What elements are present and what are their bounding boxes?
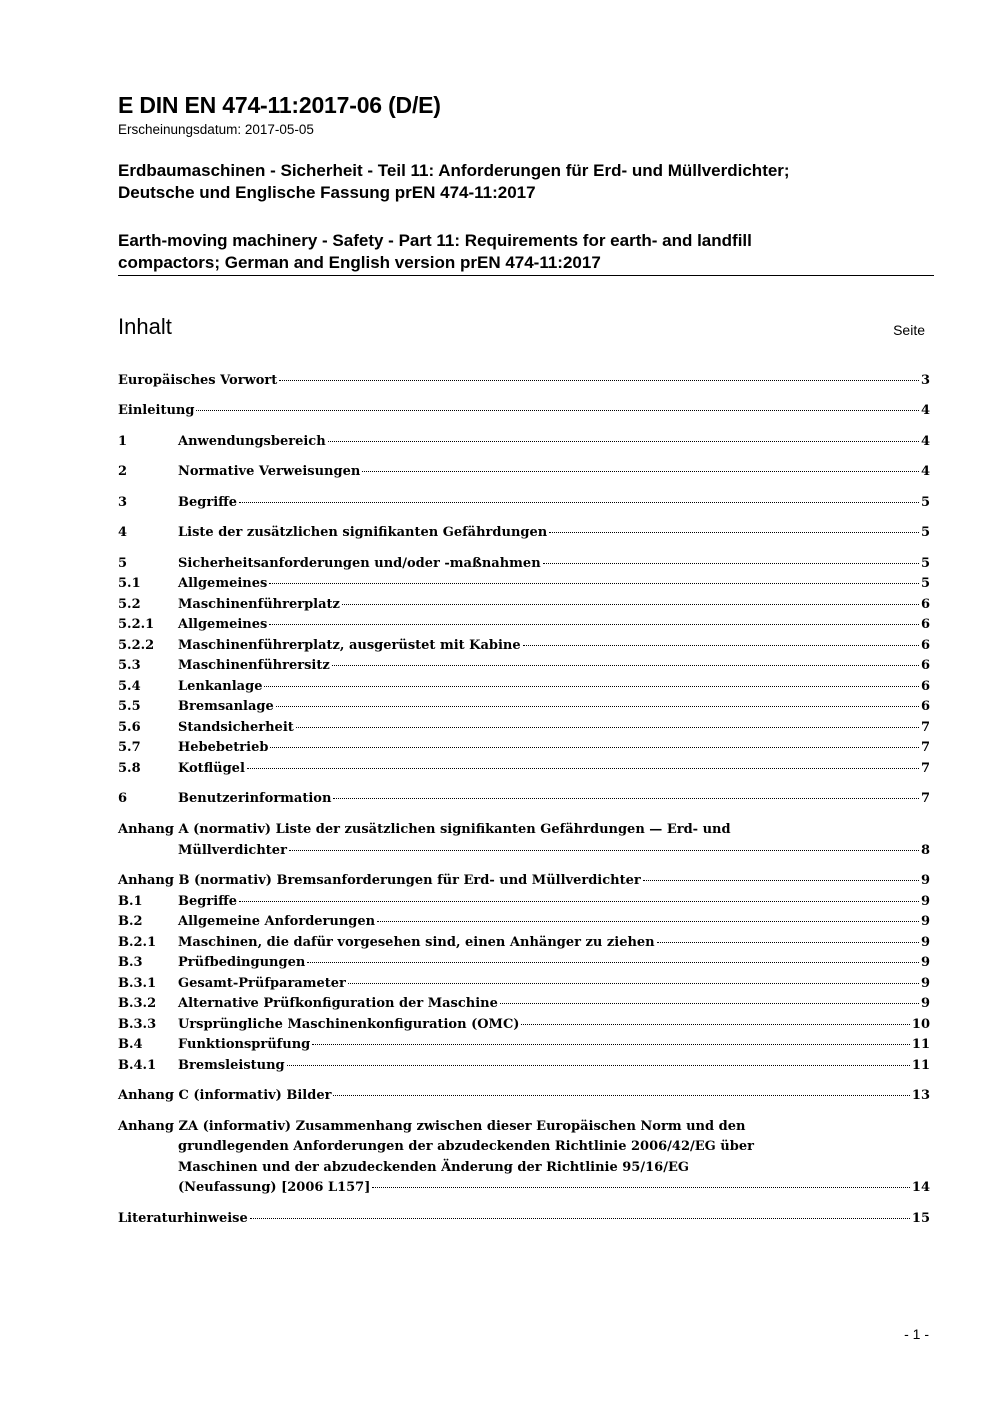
toc-entry-label: Sicherheitsanforderungen und/oder -maßnahmen [178, 556, 541, 571]
toc-entry-page: 10 [911, 1017, 930, 1032]
toc-entry[interactable] [118, 554, 930, 574]
toc-entry-label: Allgemeines [178, 576, 268, 591]
toc-entry-label: Funktionsprüfung [178, 1037, 311, 1052]
toc-entry[interactable] [118, 718, 930, 738]
toc-entry-label: Standsicherheit [178, 720, 294, 735]
toc-entry[interactable] [118, 401, 930, 421]
toc-leader [333, 1095, 909, 1096]
toc-entry-page: 14 [911, 1180, 930, 1195]
toc-entry-label: Maschinenführerplatz, ausgerüstet mit Kabine [178, 638, 521, 653]
toc-entry-number: 6 [118, 791, 128, 806]
toc-entry[interactable] [118, 1035, 930, 1055]
toc-entry[interactable] [118, 820, 930, 840]
toc-entry-label: Prüfbedingungen [178, 955, 306, 970]
toc-entry-page: 9 [920, 894, 930, 909]
toc-entry-number: 1 [118, 434, 128, 449]
toc-entry[interactable] [118, 1056, 930, 1076]
toc-entry[interactable] [178, 841, 930, 861]
toc-leader [287, 1065, 910, 1066]
toc-entry[interactable] [118, 615, 930, 635]
toc-entry-page: 6 [920, 597, 930, 612]
toc-entry[interactable] [118, 493, 930, 513]
toc-entry[interactable] [118, 912, 930, 932]
toc-leader [312, 1044, 910, 1045]
toc-entry-number: 5.2.2 [118, 638, 155, 653]
document-id: E DIN EN 474-11:2017-06 (D/E) [118, 92, 441, 118]
toc-entry-page: 9 [920, 955, 930, 970]
toc-entry-page: 6 [920, 658, 930, 673]
toc-entry-page: 3 [920, 373, 930, 388]
toc-leader [239, 502, 919, 503]
toc-entry[interactable] [118, 892, 930, 912]
toc-entry[interactable] [178, 1178, 930, 1198]
toc-entry-number: B.4.1 [118, 1058, 157, 1073]
toc-entry-label: Müllverdichter [178, 843, 287, 858]
toc-entry-number: B.3 [118, 955, 143, 970]
toc-entry-page: 9 [920, 935, 930, 950]
toc-entry-label: Hebebetrieb [178, 740, 269, 755]
toc-entry-page: 7 [920, 720, 930, 735]
toc-entry-number: 5.8 [118, 761, 141, 776]
toc-entry[interactable] [118, 432, 930, 452]
toc-leader [239, 901, 919, 902]
toc-entry-page: 6 [920, 679, 930, 694]
toc-entry-page: 9 [920, 996, 930, 1011]
toc-entry[interactable] [118, 1117, 930, 1137]
toc-entry-page: 4 [920, 434, 930, 449]
toc-leader [276, 706, 919, 707]
toc-entry-page: 5 [920, 556, 930, 571]
title-english-line-2: compactors; German and English version prEN 474-11:2017 [118, 253, 601, 272]
toc-entry-label: Maschinen und der abzudeckenden Änderung der Richtlinie 95/16/EG [178, 1160, 689, 1175]
toc-entry-page: 9 [920, 976, 930, 991]
toc-entry[interactable] [118, 523, 930, 543]
toc-leader [377, 921, 919, 922]
toc-entry[interactable] [118, 1209, 930, 1229]
toc-entry-label: (Neufassung) [2006 L157] [178, 1180, 371, 1195]
toc-entry[interactable] [118, 974, 930, 994]
toc-entry-number: B.3.3 [118, 1017, 157, 1032]
toc-entry-label: Lenkanlage [178, 679, 263, 694]
toc-leader [549, 532, 919, 533]
toc-entry[interactable] [118, 1086, 930, 1106]
toc-entry-page: 6 [920, 617, 930, 632]
toc-entry-page: 5 [920, 525, 930, 540]
toc-leader [289, 850, 919, 851]
toc-entry-page: 8 [920, 843, 930, 858]
toc-entry-page: 5 [920, 495, 930, 510]
toc-entry-number: 5.7 [118, 740, 141, 755]
toc-entry-number: 5.5 [118, 699, 141, 714]
toc-entry[interactable] [118, 656, 930, 676]
toc-leader [328, 441, 919, 442]
toc-leader [307, 962, 919, 963]
toc-leader [372, 1187, 910, 1188]
title-german-line-2: Deutsche und Englische Fassung prEN 474-11:2017 [118, 183, 536, 202]
toc-leader [264, 686, 918, 687]
toc-page-column-label: Seite [893, 322, 925, 338]
toc-entry-page: 4 [920, 464, 930, 479]
toc-entry-number: 5.6 [118, 720, 141, 735]
toc-leader [521, 1024, 909, 1025]
toc-leader [196, 410, 919, 411]
toc-entry[interactable] [118, 994, 930, 1014]
toc-entry[interactable] [118, 1015, 930, 1035]
toc-leader [332, 665, 919, 666]
toc-entry-label: Gesamt-Prüfparameter [178, 976, 346, 991]
toc-leader [500, 1003, 919, 1004]
toc-leader [342, 604, 919, 605]
toc-entry[interactable] [118, 677, 930, 697]
toc-entry-label: Kotflügel [178, 761, 245, 776]
toc-entry-label: Normative Verweisungen [178, 464, 361, 479]
toc-entry[interactable] [118, 636, 930, 656]
toc-entry-number: B.3.1 [118, 976, 157, 991]
toc-entry-number: B.3.2 [118, 996, 157, 1011]
toc-entry-page: 11 [911, 1037, 930, 1052]
toc-entry-number: 5.2 [118, 597, 141, 612]
header-divider [118, 275, 934, 276]
toc-entry-label: Benutzerinformation [178, 791, 332, 806]
title-english [118, 230, 933, 274]
toc-entry-page: 15 [911, 1211, 930, 1226]
toc-entry-number: 5.4 [118, 679, 141, 694]
toc-entry[interactable] [118, 933, 930, 953]
toc-leader [657, 942, 919, 943]
toc-entry[interactable] [118, 371, 930, 391]
toc-entry-page: 4 [920, 403, 930, 418]
toc-entry-label: grundlegenden Anforderungen der abzudeckenden Richtlinie 2006/42/EG über [178, 1139, 754, 1154]
toc-entry-label: Anhang C (informativ) Bilder [118, 1088, 332, 1103]
title-german-line-1: Erdbaumaschinen - Sicherheit - Teil 11: Anforderungen für Erd- und Müllverdichter; [118, 161, 790, 180]
toc-entry-label: Alternative Prüfkonfiguration der Maschine [178, 996, 498, 1011]
toc-entry[interactable] [118, 462, 930, 482]
toc-entry[interactable] [118, 871, 930, 891]
toc-entry[interactable] [118, 759, 930, 779]
toc-entry[interactable] [118, 574, 930, 594]
toc-leader [279, 380, 919, 381]
title-english-line-1: Earth-moving machinery - Safety - Part 11: Requirements for earth- and landfill [118, 231, 752, 250]
toc-entry-label: Anhang B (normativ) Bremsanforderungen für Erd- und Müllverdichter [118, 873, 641, 888]
toc-leader [543, 563, 919, 564]
toc-entry-page: 7 [920, 791, 930, 806]
toc-leader [523, 645, 919, 646]
toc-entry-page: 13 [911, 1088, 930, 1103]
toc-entry-page: 9 [920, 914, 930, 929]
toc-entry[interactable] [178, 1158, 930, 1178]
toc-entry-page: 6 [920, 699, 930, 714]
toc-entry-number: 5.1 [118, 576, 141, 591]
toc-entry-label: Maschinenführerplatz [178, 597, 340, 612]
toc-leader [269, 624, 919, 625]
toc-entry[interactable] [118, 953, 930, 973]
toc-entry-label: Allgemeine Anforderungen [178, 914, 376, 929]
toc-entry-label: Europäisches Vorwort [118, 373, 278, 388]
toc-entry[interactable] [178, 1137, 930, 1157]
toc-entry-number: B.4 [118, 1037, 143, 1052]
toc-entry-number: B.1 [118, 894, 143, 909]
page-number: - 1 - [904, 1326, 929, 1342]
toc-leader [296, 727, 919, 728]
toc-entry-label: Begriffe [178, 894, 238, 909]
toc-leader [247, 768, 919, 769]
toc-entry[interactable] [118, 595, 930, 615]
toc-entry-page: 9 [920, 873, 930, 888]
toc-entry-label: Bremsleistung [178, 1058, 285, 1073]
toc-entry-number: B.2.1 [118, 935, 157, 950]
toc-entry-number: 5 [118, 556, 128, 571]
toc-entry-number: 2 [118, 464, 128, 479]
toc-leader [643, 880, 919, 881]
toc-entry[interactable] [118, 697, 930, 717]
toc-entry[interactable] [118, 738, 930, 758]
toc-entry-label: Anwendungsbereich [178, 434, 326, 449]
toc-leader [348, 983, 919, 984]
toc-entry-page: 7 [920, 740, 930, 755]
toc-entry-number: B.2 [118, 914, 143, 929]
toc-entry-label: Literaturhinweise [118, 1211, 248, 1226]
toc-entry-page: 11 [911, 1058, 930, 1073]
toc-leader [333, 798, 919, 799]
toc-entry-label: Bremsanlage [178, 699, 274, 714]
toc-entry-label: Ursprüngliche Maschinenkonfiguration (OMC) [178, 1017, 520, 1032]
toc-leader [362, 471, 919, 472]
toc-entry-page: 6 [920, 638, 930, 653]
toc-entry-label: Maschinenführersitz [178, 658, 330, 673]
toc-entry-label: Liste der zusätzlichen signifikanten Gefährdungen [178, 525, 548, 540]
toc-heading: Inhalt [118, 314, 172, 339]
toc-entry-number: 5.3 [118, 658, 141, 673]
toc-entry-number: 4 [118, 525, 128, 540]
toc-entry-label: Maschinen, die dafür vorgesehen sind, einen Anhänger zu ziehen [178, 935, 655, 950]
publication-date: Erscheinungsdatum: 2017-05-05 [118, 122, 314, 137]
toc-leader [269, 583, 919, 584]
title-german [118, 160, 933, 204]
toc-entry[interactable] [118, 789, 930, 809]
toc-entry-label: Einleitung [118, 403, 195, 418]
toc-entry-page: 5 [920, 576, 930, 591]
toc-entry-label: Begriffe [178, 495, 238, 510]
toc-entry-label: Anhang ZA (informativ) Zusammenhang zwischen dieser Europäischen Norm und den [118, 1119, 746, 1134]
toc-leader [270, 747, 919, 748]
toc-entry-label: Allgemeines [178, 617, 268, 632]
toc-entry-label: Anhang A (normativ) Liste der zusätzlichen signifikanten Gefährdungen — Erd- und [118, 822, 731, 837]
toc-entry-number: 5.2.1 [118, 617, 155, 632]
toc-leader [250, 1218, 910, 1219]
toc-entry-page: 7 [920, 761, 930, 776]
toc-entry-number: 3 [118, 495, 128, 510]
